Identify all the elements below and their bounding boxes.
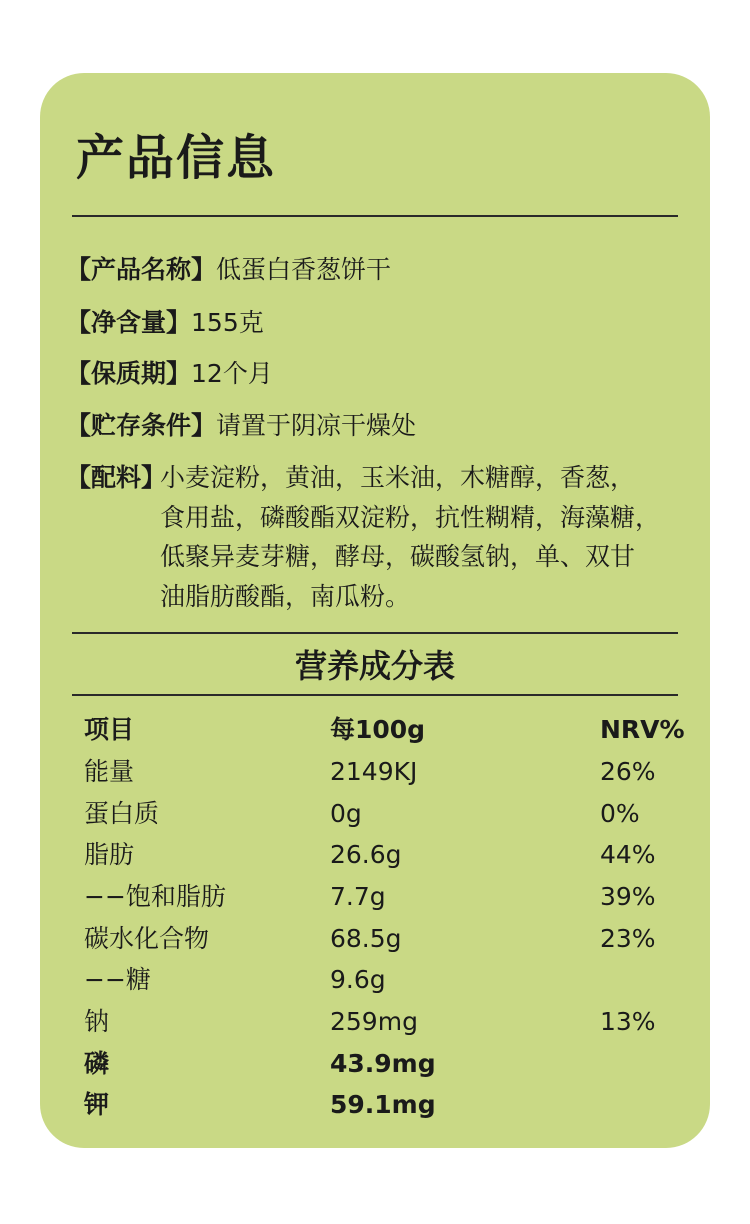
nutrient-name: −−饱和脂肪: [84, 882, 226, 911]
header-item: 项目: [84, 715, 135, 744]
nutrient-name: 钠: [84, 1007, 110, 1036]
divider: [72, 215, 678, 217]
divider: [72, 632, 678, 634]
nutrient-amount: 68.5g: [330, 924, 402, 953]
page-title: 产品信息: [76, 130, 277, 186]
ingredients-line: 油脂肪酸酯，南瓜粉。: [160, 581, 411, 611]
info-row-product-name: [66, 253, 391, 287]
table-row: [0, 880, 750, 920]
nutrient-name: 蛋白质: [84, 799, 160, 828]
info-key: 【产品名称】: [66, 255, 217, 284]
nutrient-nrv: 26%: [600, 757, 656, 786]
ingredients-key: 【配料】: [66, 463, 167, 492]
ingredients-list: [160, 461, 660, 619]
nutrient-name: 脂肪: [84, 840, 135, 869]
divider: [72, 694, 678, 696]
info-row-storage: [66, 409, 416, 443]
info-row-net-content: [66, 306, 264, 340]
nutrient-name: 能量: [84, 757, 135, 786]
table-row: [0, 797, 750, 837]
info-value: 12个月: [191, 359, 273, 388]
nutrient-nrv: 44%: [600, 840, 656, 869]
nutrient-amount: 0g: [330, 799, 362, 828]
nutrient-name: 钾: [84, 1090, 110, 1119]
header-per-100g: 每100g: [330, 715, 426, 744]
table-row: [0, 755, 750, 795]
table-row: [0, 922, 750, 962]
ingredients-line: 低聚异麦芽糖，酵母，碳酸氢钠，单、双甘: [160, 542, 636, 571]
info-row-shelf-life: [66, 357, 273, 391]
table-row: [0, 1088, 750, 1128]
ingredients-line: 小麦淀粉，黄油，玉米油，木糖醇，香葱，: [160, 463, 636, 492]
table-row: [0, 963, 750, 1003]
info-key: 【贮存条件】: [66, 411, 217, 440]
nutrient-nrv: 13%: [600, 1007, 656, 1036]
info-value: 请置于阴凉干燥处: [216, 411, 417, 440]
nutrient-nrv: 39%: [600, 882, 656, 911]
info-value: 低蛋白香葱饼干: [216, 255, 392, 284]
info-key: 【保质期】: [66, 359, 192, 388]
nutrition-header-row: [0, 713, 750, 753]
nutrient-name: 碳水化合物: [84, 924, 210, 953]
table-row: [0, 1047, 750, 1087]
header-nrv: NRV%: [600, 715, 685, 744]
ingredients-line: 食用盐，磷酸酯双淀粉，抗性糊精，海藻糖，: [160, 502, 661, 532]
nutrient-name: 磷: [84, 1049, 110, 1078]
nutrition-title: 营养成分表: [294, 647, 455, 685]
info-value: 155克: [191, 308, 264, 337]
nutrient-amount: 7.7g: [330, 882, 386, 911]
nutrient-name: −−糖: [84, 965, 151, 994]
nutrient-nrv: 23%: [600, 924, 656, 953]
nutrient-amount: 259mg: [330, 1007, 418, 1036]
nutrient-nrv: 0%: [600, 799, 640, 828]
table-row: [0, 1005, 750, 1045]
info-key: 【净含量】: [66, 308, 192, 337]
nutrient-amount: 26.6g: [330, 840, 402, 869]
nutrient-amount: 9.6g: [330, 965, 386, 994]
nutrient-amount: 2149KJ: [330, 757, 418, 786]
nutrient-amount: 59.1mg: [330, 1090, 436, 1119]
table-row: [0, 838, 750, 878]
nutrient-amount: 43.9mg: [330, 1049, 436, 1078]
